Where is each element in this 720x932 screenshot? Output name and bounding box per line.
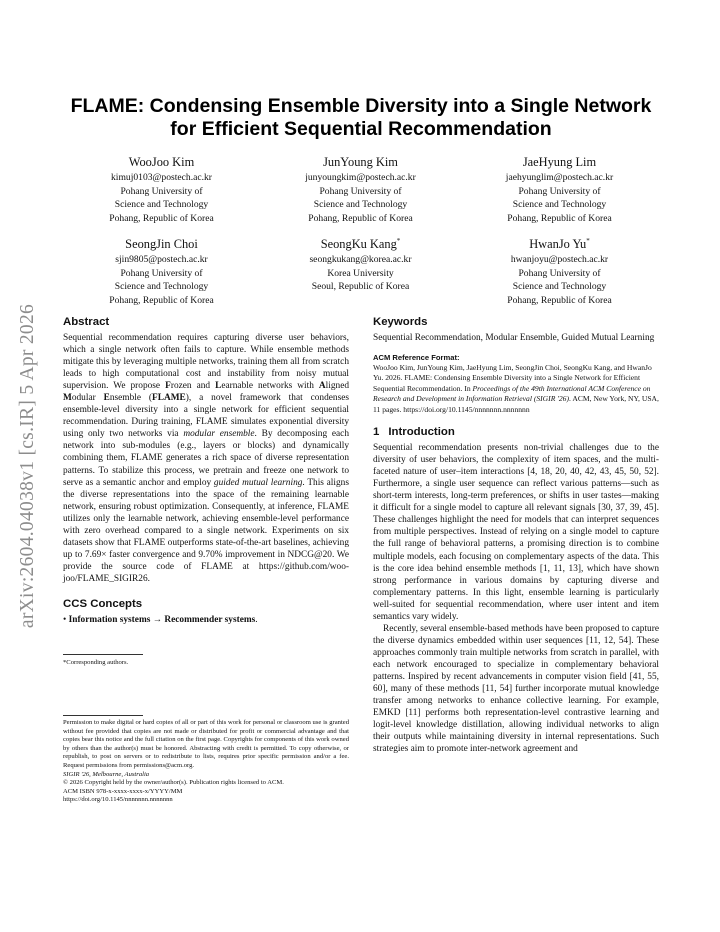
- footnote-corresponding: *Corresponding authors.: [63, 659, 129, 667]
- author-location: Pohang, Republic of Korea: [109, 294, 214, 306]
- permission-text: Permission to make digital or hard copies of all or part of this work for personal or classroom use is granted without fee provided that copies are not made or distributed for profit or commercial advantage and that copies bear this notice and the full citation on the first page. Copyrights for components of this work owned by others than the author(s) must be honored. Abstracting with credit is permitted. To copy otherwise, or republish, to post on servers or to redistribute to lists, requires prior specific permission and/or a fee. Request permissions from permissions@acm.org.: [63, 719, 349, 769]
- ccs-heading: CCS Concepts: [63, 597, 143, 610]
- author-affiliation: Science and Technology: [512, 281, 607, 293]
- copyright: © 2026 Copyright held by the owner/author(s). Publication rights licensed to ACM.: [63, 779, 284, 787]
- author-email: hwanjoyu@postech.ac.kr: [510, 254, 609, 266]
- author-affiliation: Korea University: [327, 267, 394, 279]
- author-location: Pohang, Republic of Korea: [308, 212, 413, 224]
- author-affiliation: Science and Technology: [512, 199, 607, 211]
- venue: SIGIR '26, Melbourne, Australia: [63, 770, 150, 778]
- author-affiliation: Science and Technology: [114, 281, 209, 293]
- author-email: seongkukang@korea.ac.kr: [309, 254, 412, 266]
- intro-heading: 1 Introduction: [373, 426, 455, 439]
- author-block: [261, 233, 460, 308]
- abstract-text: Sequential recommendation requires capturing diverse user behaviors, which a single network often fails to capture. While ensemble methods mitigate this by leveraging multiple networks, training them all from scratch leads to high computational cost and instability from noisy mutual supervision. We propose Frozen and Learnable networks with Aligned Modular Ensemble (FLAME), a novel framework that condenses ensemble-level diversity into a single network for efficient sequential recommendation. During training, FLAME simulates exponential diversity using only two networks via modular ensemble. By decomposing each network into sub-modules (e.g., layers or blocks) and dynamically combining them, FLAME generates a rich space of diverse representation patterns. To stabilize this process, we pretrain and freeze one network to serve as a semantic anchor and employ guided mutual learning. This aligns the diverse representations into the space of the remaining learnable network, ensuring robust optimization. Consequently, at inference, FLAME utilizes only the learnable network, achieving ensemble-level performance with zero overhead compared to a single network. Experiments on six datasets show that FLAME outperforms state-of-the-art baselines, achieving up to 7.69× faster convergence and 9.70% improvement in NDCG@20. We provide the source code of FLAME at https://github.com/woo-joo/FLAME_SIGIR26.: [63, 333, 350, 584]
- keywords-text: Sequential Recommendation, Modular Ensemble, Guided Mutual Learning: [373, 333, 655, 343]
- author-email: jaehyunglim@postech.ac.kr: [505, 172, 614, 184]
- author-affiliation: Science and Technology: [313, 199, 408, 211]
- author-affiliation: Pohang University of: [518, 267, 601, 279]
- permission-block: [63, 719, 349, 805]
- keywords-heading: Keywords: [373, 316, 428, 328]
- authors-row-1: [62, 151, 660, 226]
- author-block: [460, 233, 659, 308]
- right-column: [373, 315, 659, 755]
- author-affiliation: Pohang University of: [319, 185, 402, 197]
- permission-divider: [63, 715, 143, 716]
- author-location: Pohang, Republic of Korea: [507, 212, 612, 224]
- title-line-1: FLAME: Condensing Ensemble Diversity into a Single Network: [70, 95, 652, 117]
- author-email: sjin9805@postech.ac.kr: [115, 254, 208, 266]
- author-affiliation: Science and Technology: [114, 199, 209, 211]
- author-name: SeongJin Choi: [125, 237, 198, 252]
- author-name: WooJoo Kim: [128, 155, 195, 170]
- arxiv-id: arXiv:2604.04038v1 [cs.IR] 5 Apr 2026: [17, 303, 38, 629]
- footnote-divider: [63, 654, 143, 655]
- author-affiliation: Pohang University of: [120, 185, 203, 197]
- doi: https://doi.org/10.1145/nnnnnnn.nnnnnnn: [63, 796, 173, 804]
- intro-paragraph-2: Recently, several ensemble-based methods have been proposed to capture the diverse dynamics embedded within user sequences [11, 12, 54]. These approaches commonly train multiple networks from scratch in parallel, with each network encouraged to specialize in complementary behavioral patterns. Inspired by recent advancements in computer vision field [41, 55, 60], many of these methods [11, 54] further incorporate mutual knowledge transfer among networks to enhance collective learning. For example, EMKD [11] performs both representation-level contrastive learning and logit-level knowledge distillation, allowing individual networks to align their outputs while maintaining diversity in internal representations. Such strategies aim to promote inter-network agreement and: [373, 623, 659, 755]
- author-email: junyoungkim@postech.ac.kr: [305, 172, 416, 184]
- author-location: Pohang, Republic of Korea: [507, 294, 612, 306]
- author-block: [62, 151, 261, 226]
- title-line-2: for Efficient Sequential Recommendation: [170, 118, 552, 140]
- author-affiliation: Pohang University of: [518, 185, 601, 197]
- author-affiliation: Seoul, Republic of Korea: [311, 281, 410, 293]
- authors-row-2: [62, 233, 660, 308]
- ccs-concepts: • Information systems → Recommender systems.: [63, 614, 258, 625]
- left-column: [63, 315, 349, 805]
- paper-title: [62, 95, 660, 141]
- abstract-heading: Abstract: [63, 316, 110, 328]
- author-location: Pohang, Republic of Korea: [109, 212, 214, 224]
- author-block: [62, 233, 261, 308]
- author-name: SeongKu Kang*: [320, 237, 401, 252]
- author-affiliation: Pohang University of: [120, 267, 203, 279]
- author-name: HwanJo Yu*: [529, 237, 590, 252]
- author-name: JaeHyung Lim: [522, 155, 597, 170]
- author-block: [261, 151, 460, 226]
- author-name: JunYoung Kim: [323, 155, 398, 170]
- acm-ref-text: WooJoo Kim, JunYoung Kim, JaeHyung Lim, SeongJin Choi, SeongKu Kang, and HwanJo Yu. 2026. FLAME: Condensing Ensemble Diversity into a Single Network for Efficient Sequential Recommendation. In Proceedings of the 49th International ACM Conference on Research and Development in Information Retrieval (SIGIR '26). ACM, New York, NY, USA, 11 pages. https://doi.org/10.1145/nnnnnnn.nnnnnnn: [373, 363, 659, 414]
- author-email: kimuj0103@postech.ac.kr: [110, 172, 213, 184]
- intro-paragraph-1: Sequential recommendation presents non-trivial challenges due to the diversity of user behaviors, the complexity of item spaces, and the multi-faceted nature of user–item interactions [4, 18, 20, 40, 42, 43, 45, 50, 52]. Furthermore, a single user sequence can reflect various patterns—such as short-term interests, long-term preferences, or shifts in user tastes—making it difficult for a single model to capture all relevant signals [30, 37, 39, 45]. These challenges highlight the need for models that can interpret sequences from multiple perspectives. Instead of relying on a single model to capture the full range of behavioral patterns, a promising direction is to combine multiple models, each focusing on complementary aspects of the data. This is the core idea behind ensemble methods [1, 11, 13], which have shown strong performance in various domains by capturing diverse and complementary patterns. In this light, ensemble learning is particularly well-suited for sequential recommendation, where user intent and item semantics vary widely.: [373, 443, 659, 622]
- acm-ref-heading: ACM Reference Format:: [373, 353, 460, 363]
- author-block: [460, 151, 659, 226]
- isbn: ACM ISBN 978-x-xxxx-xxxx-x/YYYY/MM: [63, 787, 183, 795]
- arxiv-stamp: [6, 266, 50, 666]
